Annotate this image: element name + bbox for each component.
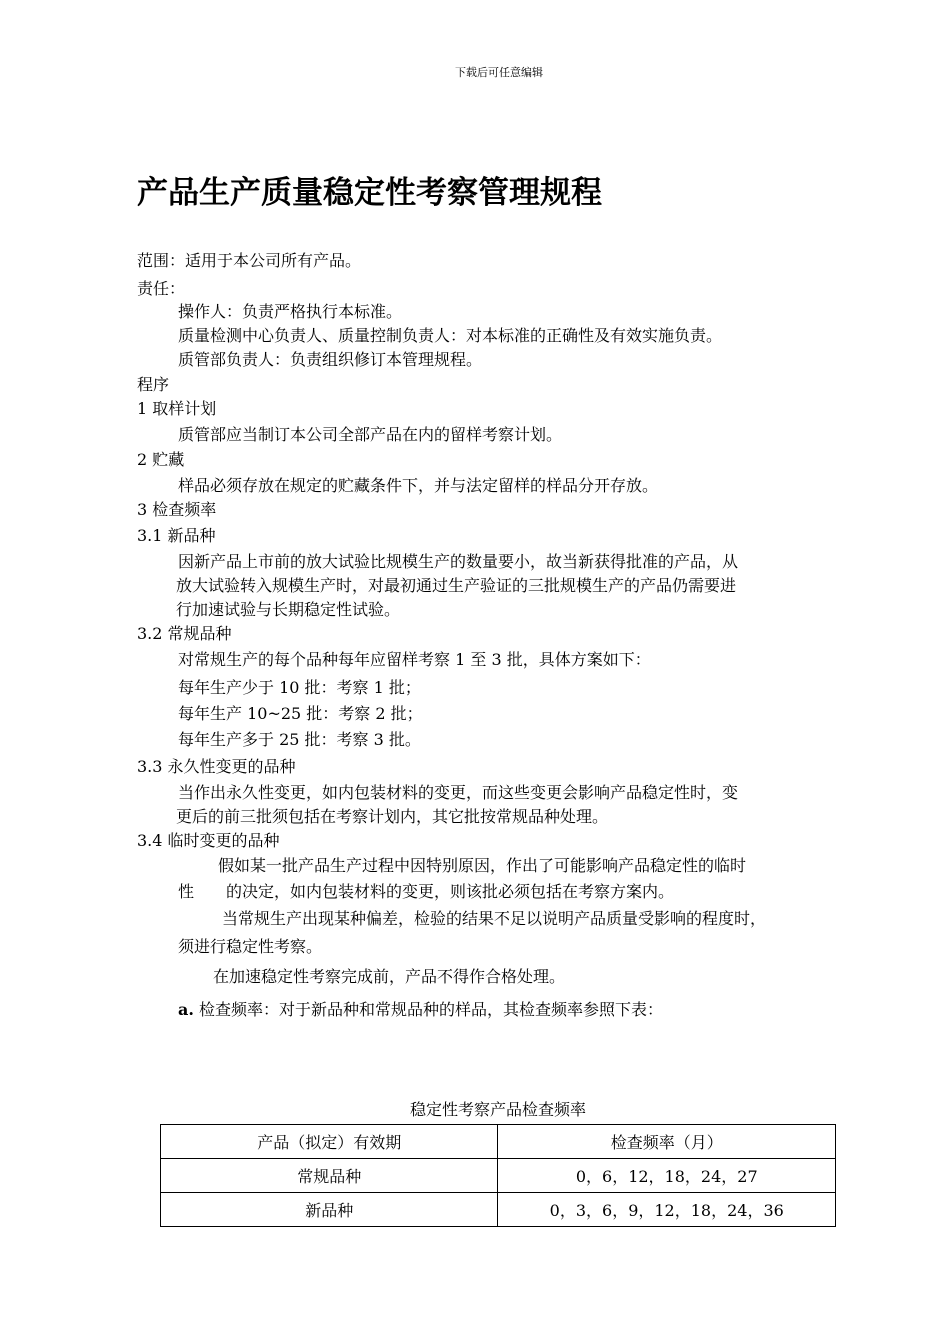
section-3-2-title: 3.2 常规品种: [137, 624, 232, 643]
section-3-1-title: 3.1 新品种: [137, 526, 216, 545]
section-3-2-line3: 每年生产 10~25 批：考察 2 批；: [178, 704, 423, 723]
table-cell: 0，6，12，18，24，27: [498, 1159, 836, 1193]
table-row: [161, 1193, 836, 1227]
section-2-text: 样品必须存放在规定的贮藏条件下，并与法定留样的样品分开存放。: [178, 476, 659, 495]
procedure-heading: 程序: [137, 375, 170, 394]
section-3-1-line3: 行加速试验与长期稳定性试验。: [176, 600, 401, 619]
section-3-4-line4: 须进行稳定性考察。: [178, 937, 323, 956]
table-caption: 稳定性考察产品检查频率: [409, 1100, 586, 1119]
item-a-label: a.: [178, 1000, 194, 1019]
table-cell: 新品种: [161, 1193, 498, 1227]
section-1-title: 1 取样计划: [137, 399, 217, 418]
scope-text: 范围：适用于本公司所有产品。: [137, 251, 362, 270]
section-3-4-line2: 的决定，如内包装材料的变更，则该批必须包括在考察方案内。: [226, 882, 675, 901]
section-3-2-line4: 每年生产多于 25 批：考察 3 批。: [178, 730, 421, 749]
section-3-1-line2: 放大试验转入规模生产时，对最初通过生产验证的三批规模生产的产品仍需要进: [176, 576, 737, 595]
section-3-3-title: 3.3 永久性变更的品种: [137, 757, 296, 776]
section-3-4-line2-start: 性: [178, 882, 195, 901]
item-a: [178, 1000, 663, 1020]
table-cell: 0，3，6，9，12，18，24，36: [498, 1193, 836, 1227]
section-3-3-line1: 当作出永久性变更，如内包装材料的变更，而这些变更会影响产品稳定性时，变: [178, 783, 739, 802]
section-3-title: 3 检查频率: [137, 500, 217, 519]
page-header: 下载后可任意编辑: [455, 66, 543, 79]
table-header-row: [161, 1125, 836, 1159]
section-3-2-line2: 每年生产少于 10 批：考察 1 批；: [178, 678, 421, 697]
section-3-2-line1: 对常规生产的每个品种每年应留样考察 1 至 3 批，具体方案如下：: [178, 650, 651, 669]
item-a-text: 检查频率：对于新品种和常规品种的样品，其检查频率参照下表：: [199, 1000, 664, 1019]
section-2-title: 2 贮藏: [137, 450, 185, 469]
table-cell: 常规品种: [161, 1159, 498, 1193]
responsibility-label: 责任：: [137, 279, 186, 298]
section-1-text: 质管部应当制订本公司全部产品在内的留样考察计划。: [178, 425, 563, 444]
responsibility-qc: 质量检测中心负责人、质量控制负责人：对本标准的正确性及有效实施负责。: [178, 326, 723, 345]
responsibility-operator: 操作人：负责严格执行本标准。: [178, 302, 403, 321]
section-3-4-line3: 当常规生产出现某种偏差，检验的结果不足以说明产品质量受影响的程度时，: [222, 909, 767, 928]
table-header-cell: 检查频率（月）: [498, 1125, 836, 1159]
section-3-3-line2: 更后的前三批须包括在考察计划内，其它批按常规品种处理。: [176, 807, 609, 826]
section-3-1-line1: 因新产品上市前的放大试验比规模生产的数量要小，故当新获得批准的产品，从: [178, 552, 739, 571]
table-header-cell: 产品（拟定）有效期: [161, 1125, 498, 1159]
section-3-4-line5: 在加速稳定性考察完成前，产品不得作合格处理。: [213, 967, 566, 986]
inspection-frequency-table: [160, 1124, 836, 1227]
section-3-4-line1: 假如某一批产品生产过程中因特别原因，作出了可能影响产品稳定性的临时: [218, 856, 747, 875]
section-3-4-title: 3.4 临时变更的品种: [137, 831, 280, 850]
responsibility-qa: 质管部负责人：负责组织修订本管理规程。: [178, 350, 483, 369]
document-title: 产品生产质量稳定性考察管理规程: [137, 175, 602, 211]
table-row: [161, 1159, 836, 1193]
